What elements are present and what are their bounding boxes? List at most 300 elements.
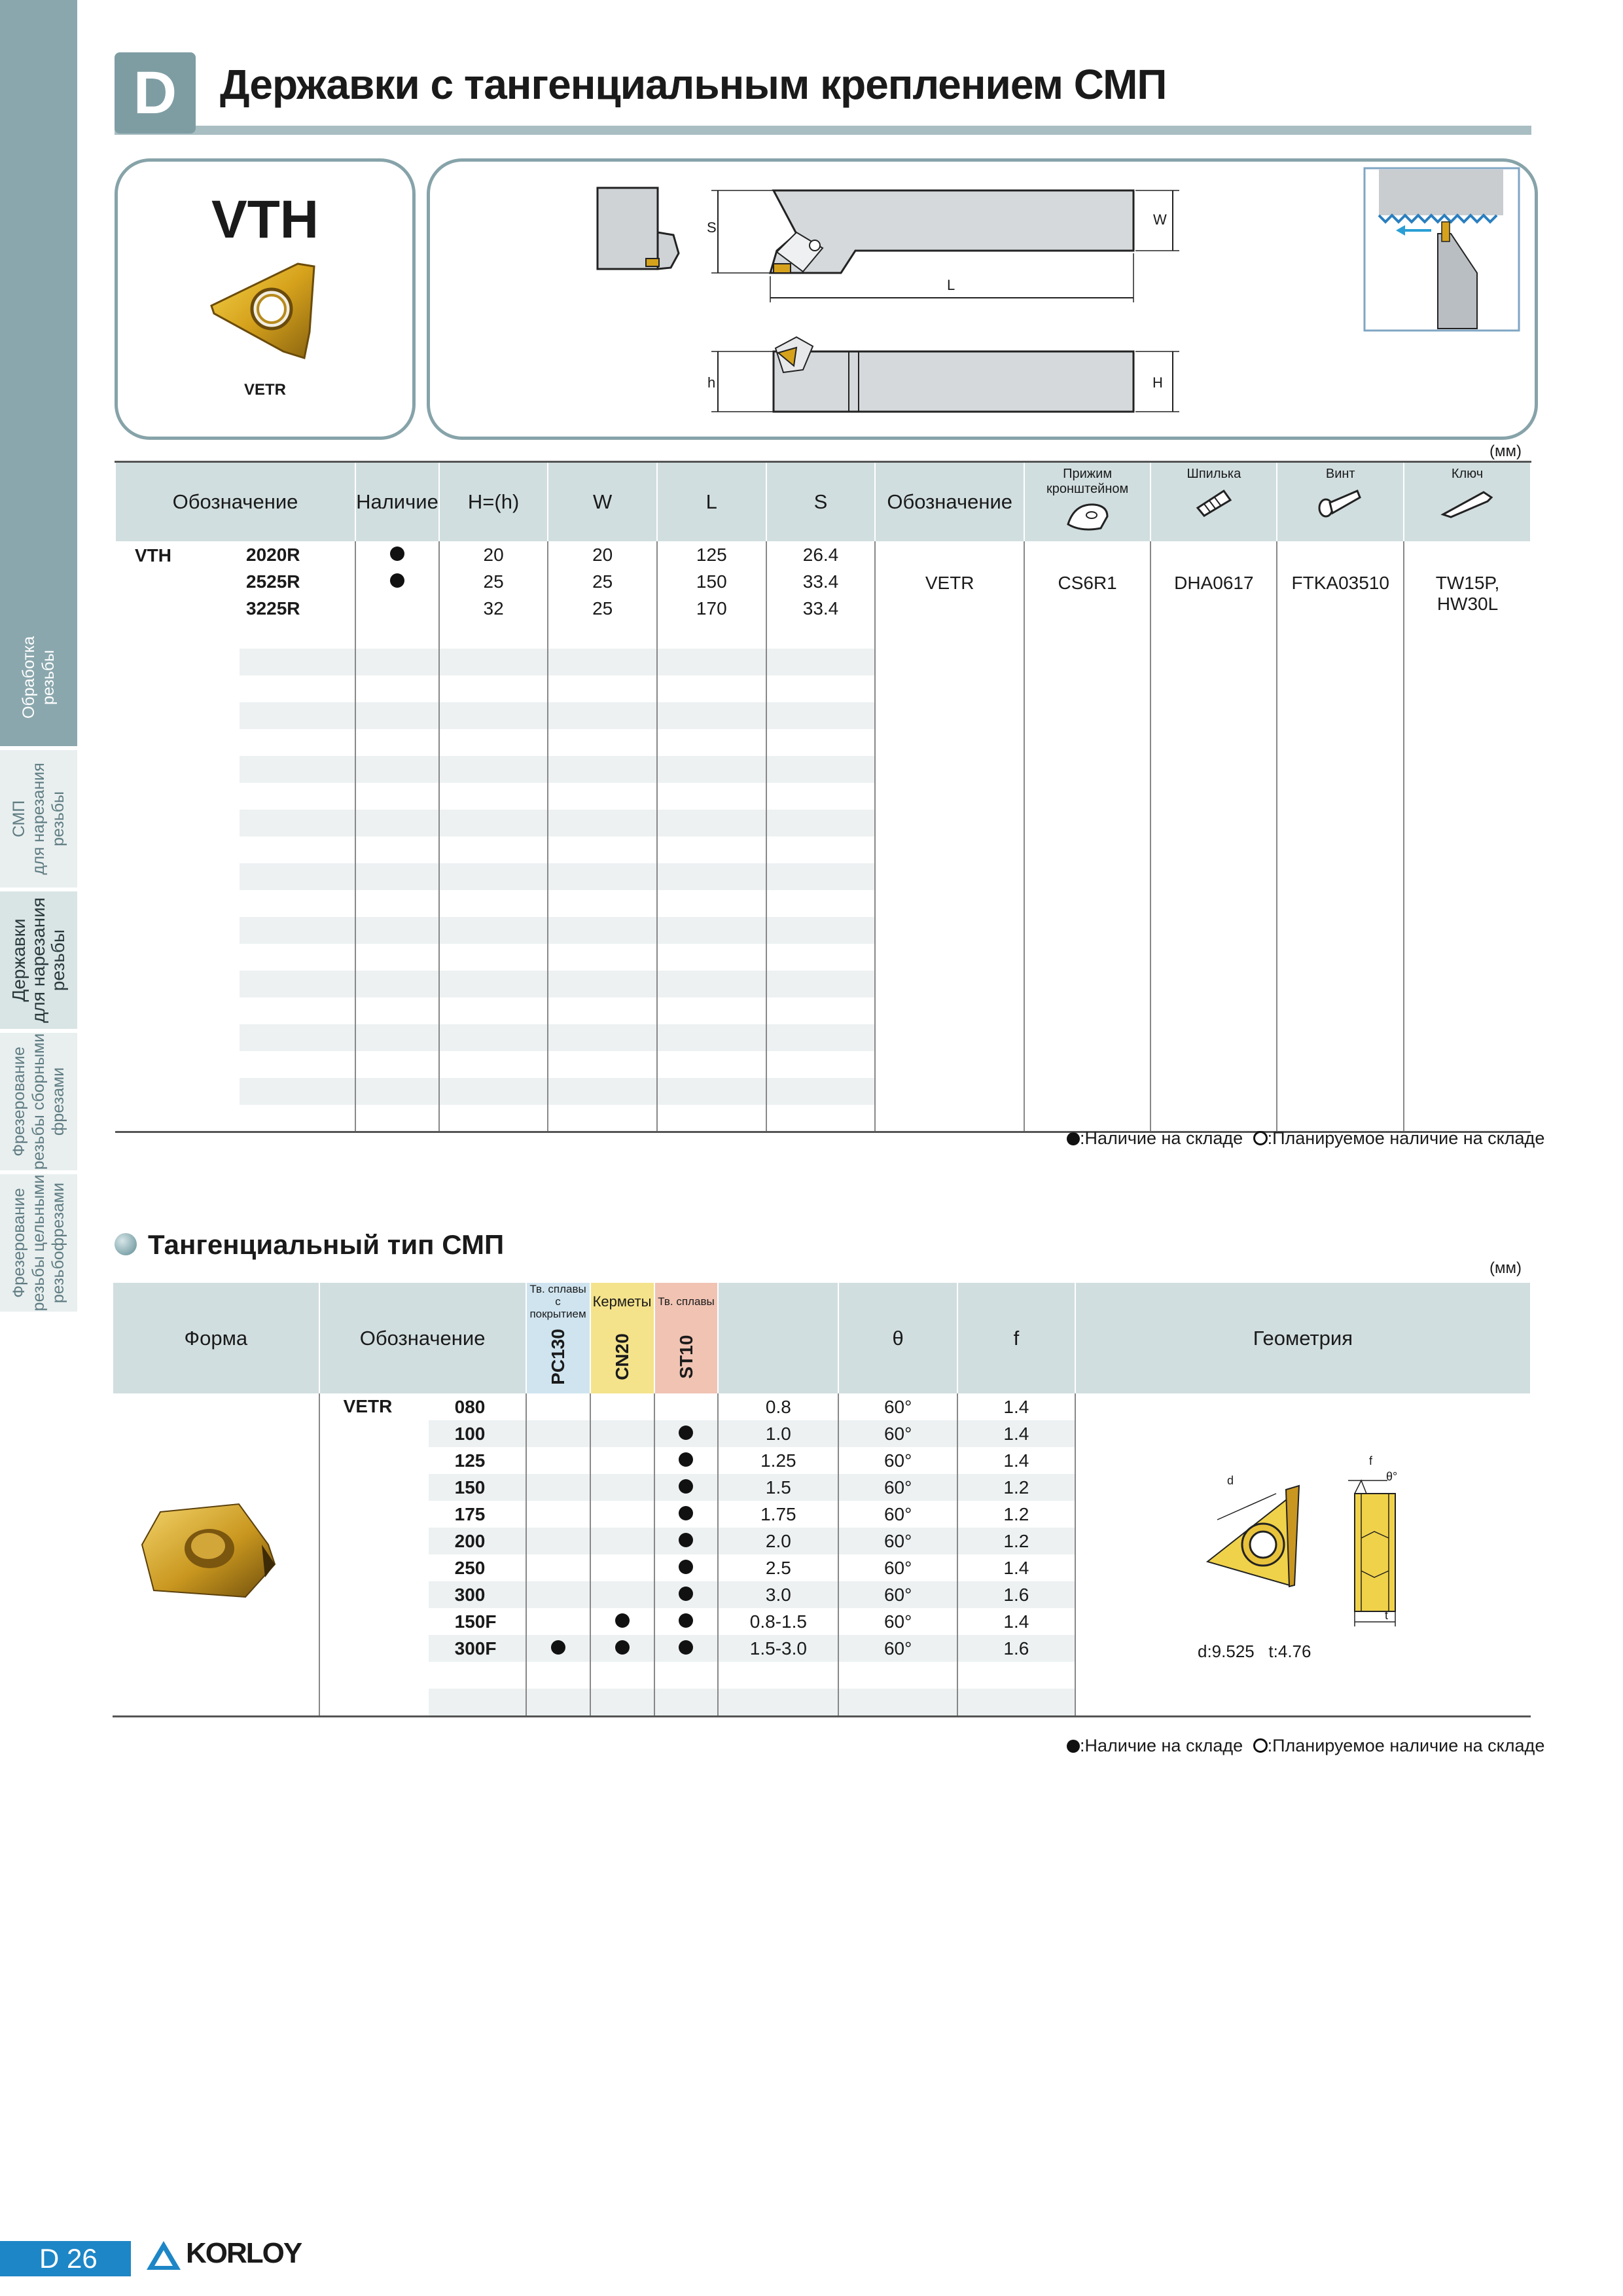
- cell-s: [766, 997, 876, 1024]
- cell-h: [439, 1051, 548, 1078]
- cell-designation: [115, 541, 355, 568]
- col-availability: Наличие: [355, 463, 439, 541]
- table-row: [113, 1393, 1531, 1420]
- stud-icon: [1188, 482, 1240, 521]
- in-stock-dot-icon: [679, 1560, 693, 1574]
- cell-h: [439, 836, 548, 863]
- cell-designation: [115, 702, 355, 729]
- cell-st10: [654, 1635, 719, 1662]
- cell-s: [766, 890, 876, 917]
- col-ins-designation: Обозначение: [319, 1283, 526, 1393]
- cell-f: 1.4: [957, 1447, 1075, 1474]
- side-tab[interactable]: [0, 1174, 77, 1316]
- col-geometry: Геометрия: [1075, 1283, 1531, 1393]
- cell-s: [766, 756, 876, 783]
- cell-st10: [654, 1689, 719, 1717]
- cell-pc130: [526, 1528, 590, 1554]
- legend-in-stock: :Наличие на складе: [1080, 1128, 1243, 1148]
- col-stud: [1150, 463, 1277, 541]
- cell-availability: [355, 595, 439, 622]
- series-label: VTH: [135, 545, 171, 565]
- cell-ins-designation: [319, 1420, 526, 1447]
- brand-name: KORLOY: [186, 2237, 302, 2269]
- cell-ins-designation: [319, 1662, 526, 1689]
- grade-cn20: CN20: [611, 1333, 632, 1380]
- cell-h: [439, 971, 548, 997]
- cell-designation: [115, 810, 355, 836]
- geom-theta-label: θ°: [1386, 1470, 1398, 1483]
- cell-f: 1.4: [957, 1393, 1075, 1420]
- cell-designation: [115, 595, 355, 622]
- grp-cermet: Керметы: [590, 1283, 654, 1320]
- insert-shape-image: [134, 1499, 285, 1604]
- insert-code: 125: [454, 1450, 486, 1471]
- cell-availability: [355, 783, 439, 810]
- cell-w: [548, 917, 657, 944]
- cell-w: [548, 890, 657, 917]
- cell-pc130: [526, 1474, 590, 1501]
- in-stock-dot-icon: [679, 1426, 693, 1440]
- cell-pitch: 1.0: [718, 1420, 838, 1447]
- cell-st10: [654, 1447, 719, 1474]
- cell-h: [439, 729, 548, 756]
- cell-h: [439, 783, 548, 810]
- cell-f: 1.2: [957, 1474, 1075, 1501]
- cell-l: [657, 1024, 766, 1051]
- cell-availability: [355, 863, 439, 890]
- cell-pc130: [526, 1581, 590, 1608]
- cell-designation: [115, 944, 355, 971]
- cell-h: [439, 1078, 548, 1105]
- cell-s: [766, 729, 876, 756]
- cell-part-clamp: CS6R1: [1024, 541, 1150, 1132]
- insert-code: [429, 1662, 526, 1689]
- cell-availability: [355, 675, 439, 702]
- col-pc130: [526, 1320, 590, 1393]
- in-stock-dot-icon: [390, 573, 404, 588]
- cell-part-insert: VETR: [875, 541, 1024, 1132]
- cell-designation: [115, 729, 355, 756]
- cell-l: [657, 756, 766, 783]
- cell-availability: [355, 890, 439, 917]
- cell-designation: [115, 917, 355, 944]
- cell-s: [766, 836, 876, 863]
- cell-pc130: [526, 1608, 590, 1635]
- cell-ins-designation: [319, 1608, 526, 1635]
- holder-code: 2020R: [246, 545, 300, 565]
- cell-pc130: [526, 1420, 590, 1447]
- cell-s: [766, 917, 876, 944]
- holder-drawing: [430, 162, 1535, 437]
- key-icon: [1438, 482, 1497, 521]
- cell-pitch: 2.0: [718, 1528, 838, 1554]
- col-s: S: [766, 463, 876, 541]
- geom-f-label: f: [1369, 1454, 1373, 1467]
- cell-l: [657, 890, 766, 917]
- insert-code: 080: [454, 1397, 486, 1417]
- cell-cn20: [590, 1635, 654, 1662]
- cell-theta: 60°: [838, 1447, 957, 1474]
- cell-l: [657, 917, 766, 944]
- cell-l: [657, 622, 766, 649]
- grade-pc130: PC130: [547, 1329, 568, 1385]
- holder-code: [240, 783, 355, 810]
- cell-w: [548, 944, 657, 971]
- in-stock-dot-icon: [679, 1533, 693, 1547]
- cell-s: [766, 622, 876, 649]
- cell-st10: [654, 1528, 719, 1554]
- cell-w: [548, 1024, 657, 1051]
- cell-h: 25: [439, 568, 548, 595]
- cell-pitch: 2.5: [718, 1554, 838, 1581]
- table-row: [115, 541, 1531, 568]
- cell-w: [548, 810, 657, 836]
- holder-code: [240, 836, 355, 863]
- col-screw: [1277, 463, 1404, 541]
- side-strip: [0, 0, 77, 609]
- cell-l: [657, 649, 766, 675]
- dim-l-label: L: [947, 277, 955, 293]
- cell-w: [548, 729, 657, 756]
- holder-code: [240, 971, 355, 997]
- legend-in-stock-2: :Наличие на складе: [1080, 1736, 1243, 1755]
- cell-designation: [115, 568, 355, 595]
- cell-theta: 60°: [838, 1393, 957, 1420]
- col-clamp: [1024, 463, 1150, 541]
- col-h: H=(h): [439, 463, 548, 541]
- cell-designation: [115, 1024, 355, 1051]
- cell-pitch: 3.0: [718, 1581, 838, 1608]
- cell-s: 26.4: [766, 541, 876, 568]
- cell-designation: [115, 1078, 355, 1105]
- product-code: VTH: [211, 190, 319, 249]
- drawing-box: [427, 158, 1538, 440]
- cell-pitch: 1.5-3.0: [718, 1635, 838, 1662]
- cell-w: [548, 649, 657, 675]
- cell-h: [439, 810, 548, 836]
- cell-f: 1.4: [957, 1608, 1075, 1635]
- insert-label: VETR: [243, 381, 286, 399]
- cell-cn20: [590, 1501, 654, 1528]
- cell-availability: [355, 756, 439, 783]
- cell-w: 25: [548, 568, 657, 595]
- insert-code: 250: [454, 1558, 486, 1578]
- page-title: Державки с тангенциальным креплением СМП: [220, 61, 1167, 108]
- in-stock-dot-icon: [1067, 1740, 1080, 1753]
- col-l: L: [657, 463, 766, 541]
- cell-f: 1.6: [957, 1635, 1075, 1662]
- side-tab-label: Фрезерование резьбы цельными резьбофрезами: [10, 1174, 67, 1312]
- cell-l: [657, 997, 766, 1024]
- cell-ins-designation: [319, 1689, 526, 1717]
- cell-l: [657, 783, 766, 810]
- cell-f: [957, 1662, 1075, 1689]
- cell-availability: [355, 702, 439, 729]
- cell-st10: [654, 1554, 719, 1581]
- cell-l: [657, 729, 766, 756]
- series-label: VETR: [343, 1396, 393, 1416]
- cell-h: [439, 649, 548, 675]
- cell-f: 1.4: [957, 1420, 1075, 1447]
- side-tab[interactable]: [0, 609, 77, 750]
- cell-l: [657, 863, 766, 890]
- cell-availability: [355, 1078, 439, 1105]
- in-stock-dot-icon: [679, 1506, 693, 1520]
- cell-h: [439, 1105, 548, 1132]
- cell-ins-designation: [319, 1501, 526, 1528]
- section-title: Тангенциальный тип СМП: [148, 1229, 505, 1260]
- cell-part-key: TW15P, HW30L: [1404, 541, 1531, 1132]
- cell-designation: [115, 1105, 355, 1132]
- cell-st10: [654, 1501, 719, 1528]
- cell-st10: [654, 1581, 719, 1608]
- cell-s: [766, 702, 876, 729]
- cell-designation: [115, 890, 355, 917]
- in-stock-dot-icon: [551, 1640, 565, 1655]
- col-theta: θ: [838, 1283, 957, 1393]
- cell-h: [439, 944, 548, 971]
- cell-s: [766, 971, 876, 997]
- col-cn20: [590, 1320, 654, 1393]
- cell-s: [766, 1105, 876, 1132]
- dim-h-small-label: h: [707, 374, 716, 391]
- header-rule: [115, 126, 1531, 135]
- clamp-icon: [1061, 497, 1114, 536]
- insert-code: 200: [429, 1528, 526, 1554]
- cell-theta: 60°: [838, 1420, 957, 1447]
- cell-s: [766, 944, 876, 971]
- cell-w: [548, 863, 657, 890]
- cell-cn20: [590, 1528, 654, 1554]
- holder-code: [240, 675, 355, 702]
- section-badge: D: [115, 52, 196, 134]
- side-tab-label: СМП для нарезания резьбы: [10, 762, 67, 875]
- cell-l: [657, 1051, 766, 1078]
- cell-pitch: 1.75: [718, 1501, 838, 1528]
- cell-availability: [355, 944, 439, 971]
- cell-part-stud: DHA0617: [1150, 541, 1277, 1132]
- legend-planned-2: :Планируемое наличие на складе: [1267, 1736, 1545, 1755]
- in-stock-dot-icon: [1067, 1132, 1080, 1145]
- holder-code: [240, 1024, 355, 1051]
- in-stock-dot-icon: [679, 1587, 693, 1601]
- cell-availability: [355, 568, 439, 595]
- cell-l: [657, 1078, 766, 1105]
- planned-ring-icon: [1253, 1738, 1268, 1753]
- cell-pc130: [526, 1635, 590, 1662]
- cell-s: [766, 810, 876, 836]
- cell-designation: [115, 1051, 355, 1078]
- planned-ring-icon: [1253, 1131, 1268, 1145]
- geom-dims: d:9.525 t:4.76: [1198, 1641, 1311, 1661]
- cell-pc130: [526, 1447, 590, 1474]
- cell-cn20: [590, 1608, 654, 1635]
- triangle-insert-icon: [206, 260, 324, 365]
- cell-w: [548, 783, 657, 810]
- cell-f: 1.2: [957, 1528, 1075, 1554]
- in-stock-dot-icon: [615, 1640, 630, 1655]
- holder-code: [240, 1051, 355, 1078]
- screw-icon: [1314, 482, 1366, 521]
- screw-header-label: Винт: [1325, 467, 1355, 481]
- cell-ins-designation: [319, 1528, 526, 1554]
- col-f: f: [957, 1283, 1075, 1393]
- cell-designation: [115, 622, 355, 649]
- side-tab-label: Державки для нарезания резьбы: [9, 897, 68, 1023]
- col-pitch: [718, 1283, 838, 1393]
- korloy-logo-icon: [145, 2240, 182, 2272]
- cell-availability: [355, 810, 439, 836]
- side-tab-label: Фрезерование резьбы сборными фрезами: [10, 1033, 67, 1170]
- cell-pc130: [526, 1554, 590, 1581]
- cell-pc130: [526, 1393, 590, 1420]
- cell-st10: [654, 1420, 719, 1447]
- cell-l: 150: [657, 568, 766, 595]
- unit-label: (мм): [1489, 442, 1522, 460]
- stock-legend: [1067, 1128, 1544, 1149]
- clamp-header-label: Прижим кронштейном: [1046, 467, 1129, 496]
- holder-code: [240, 1078, 355, 1105]
- col-designation: Обозначение: [115, 463, 355, 541]
- unit-label-2: (мм): [1489, 1259, 1522, 1277]
- cell-w: [548, 836, 657, 863]
- cell-cn20: [590, 1662, 654, 1689]
- holder-code: [240, 997, 355, 1024]
- insert-code: 100: [429, 1420, 526, 1447]
- cell-cn20: [590, 1581, 654, 1608]
- cell-availability: [355, 836, 439, 863]
- holder-code: [240, 702, 355, 729]
- in-stock-dot-icon: [679, 1452, 693, 1467]
- cell-w: [548, 622, 657, 649]
- cell-theta: 60°: [838, 1608, 957, 1635]
- cell-s: 33.4: [766, 568, 876, 595]
- cell-f: 1.4: [957, 1554, 1075, 1581]
- cell-availability: [355, 541, 439, 568]
- cell-theta: 60°: [838, 1554, 957, 1581]
- cell-h: [439, 863, 548, 890]
- cell-w: [548, 1051, 657, 1078]
- holder-table: [115, 463, 1531, 1133]
- cell-s: [766, 783, 876, 810]
- cell-availability: [355, 1024, 439, 1051]
- cell-h: [439, 702, 548, 729]
- insert-code: 175: [454, 1504, 486, 1524]
- cell-designation: [115, 756, 355, 783]
- cell-h: 32: [439, 595, 548, 622]
- cell-w: [548, 1105, 657, 1132]
- in-stock-dot-icon: [615, 1613, 630, 1628]
- cell-theta: 60°: [838, 1501, 957, 1528]
- cell-availability: [355, 971, 439, 997]
- cell-w: [548, 756, 657, 783]
- holder-code: [240, 729, 355, 756]
- holder-code: [240, 810, 355, 836]
- in-stock-dot-icon: [679, 1613, 693, 1628]
- holder-code: [240, 622, 355, 649]
- col-insert: Обозначение: [875, 463, 1024, 541]
- cell-pitch: 1.25: [718, 1447, 838, 1474]
- page-number: D 26: [0, 2241, 131, 2276]
- cell-w: [548, 702, 657, 729]
- cell-pc130: [526, 1662, 590, 1689]
- cell-part-screw: FTKA03510: [1277, 541, 1404, 1132]
- cell-theta: 60°: [838, 1581, 957, 1608]
- cell-pitch: 1.5: [718, 1474, 838, 1501]
- cell-cn20: [590, 1447, 654, 1474]
- col-key: [1404, 463, 1531, 541]
- insert-code: 150: [429, 1474, 526, 1501]
- cell-ins-designation: [319, 1554, 526, 1581]
- col-st10: [654, 1320, 719, 1393]
- cell-designation: [115, 997, 355, 1024]
- side-tab[interactable]: [0, 750, 77, 891]
- cell-l: 170: [657, 595, 766, 622]
- cell-theta: [838, 1689, 957, 1717]
- in-stock-dot-icon: [679, 1640, 693, 1655]
- section-bullet-icon: [115, 1233, 137, 1255]
- holder-code: [240, 944, 355, 971]
- dim-s-label: S: [707, 219, 717, 236]
- cell-l: [657, 810, 766, 836]
- in-stock-dot-icon: [679, 1479, 693, 1494]
- cell-st10: [654, 1608, 719, 1635]
- side-tab[interactable]: [0, 891, 77, 1033]
- grp-carbide-coated: Тв. сплавы с покрытием: [526, 1283, 590, 1320]
- cell-f: [957, 1689, 1075, 1717]
- cell-l: [657, 944, 766, 971]
- holder-code: [240, 917, 355, 944]
- cell-l: [657, 836, 766, 863]
- holder-code: [240, 1105, 355, 1132]
- side-tab[interactable]: [0, 1033, 77, 1174]
- holder-code: [240, 890, 355, 917]
- cell-theta: 60°: [838, 1635, 957, 1662]
- holder-code: [240, 756, 355, 783]
- cell-availability: [355, 729, 439, 756]
- insert-code: 300: [429, 1581, 526, 1608]
- cell-availability: [355, 1105, 439, 1132]
- cell-designation: [115, 971, 355, 997]
- cell-st10: [654, 1662, 719, 1689]
- cell-ins-designation: [319, 1635, 526, 1662]
- cell-designation: [115, 783, 355, 810]
- product-box: [115, 158, 416, 440]
- grp-carbide: Тв. сплавы: [654, 1283, 719, 1320]
- cell-ins-designation: [319, 1393, 526, 1420]
- cell-pitch: 0.8: [718, 1393, 838, 1420]
- cell-theta: 60°: [838, 1528, 957, 1554]
- cell-theta: 60°: [838, 1474, 957, 1501]
- cell-w: [548, 997, 657, 1024]
- cell-s: [766, 1024, 876, 1051]
- cell-l: [657, 702, 766, 729]
- cell-l: [657, 675, 766, 702]
- cell-s: [766, 863, 876, 890]
- cell-ins-designation: [319, 1474, 526, 1501]
- holder-code: [240, 863, 355, 890]
- col-w: W: [548, 463, 657, 541]
- geom-d-label: d: [1227, 1474, 1234, 1487]
- side-tab-label: Обработка резьбы: [20, 636, 58, 719]
- cell-designation: [115, 836, 355, 863]
- cell-availability: [355, 622, 439, 649]
- cell-h: [439, 917, 548, 944]
- cell-st10: [654, 1393, 719, 1420]
- cell-pitch: [718, 1662, 838, 1689]
- cell-s: [766, 1051, 876, 1078]
- cell-s: [766, 1078, 876, 1105]
